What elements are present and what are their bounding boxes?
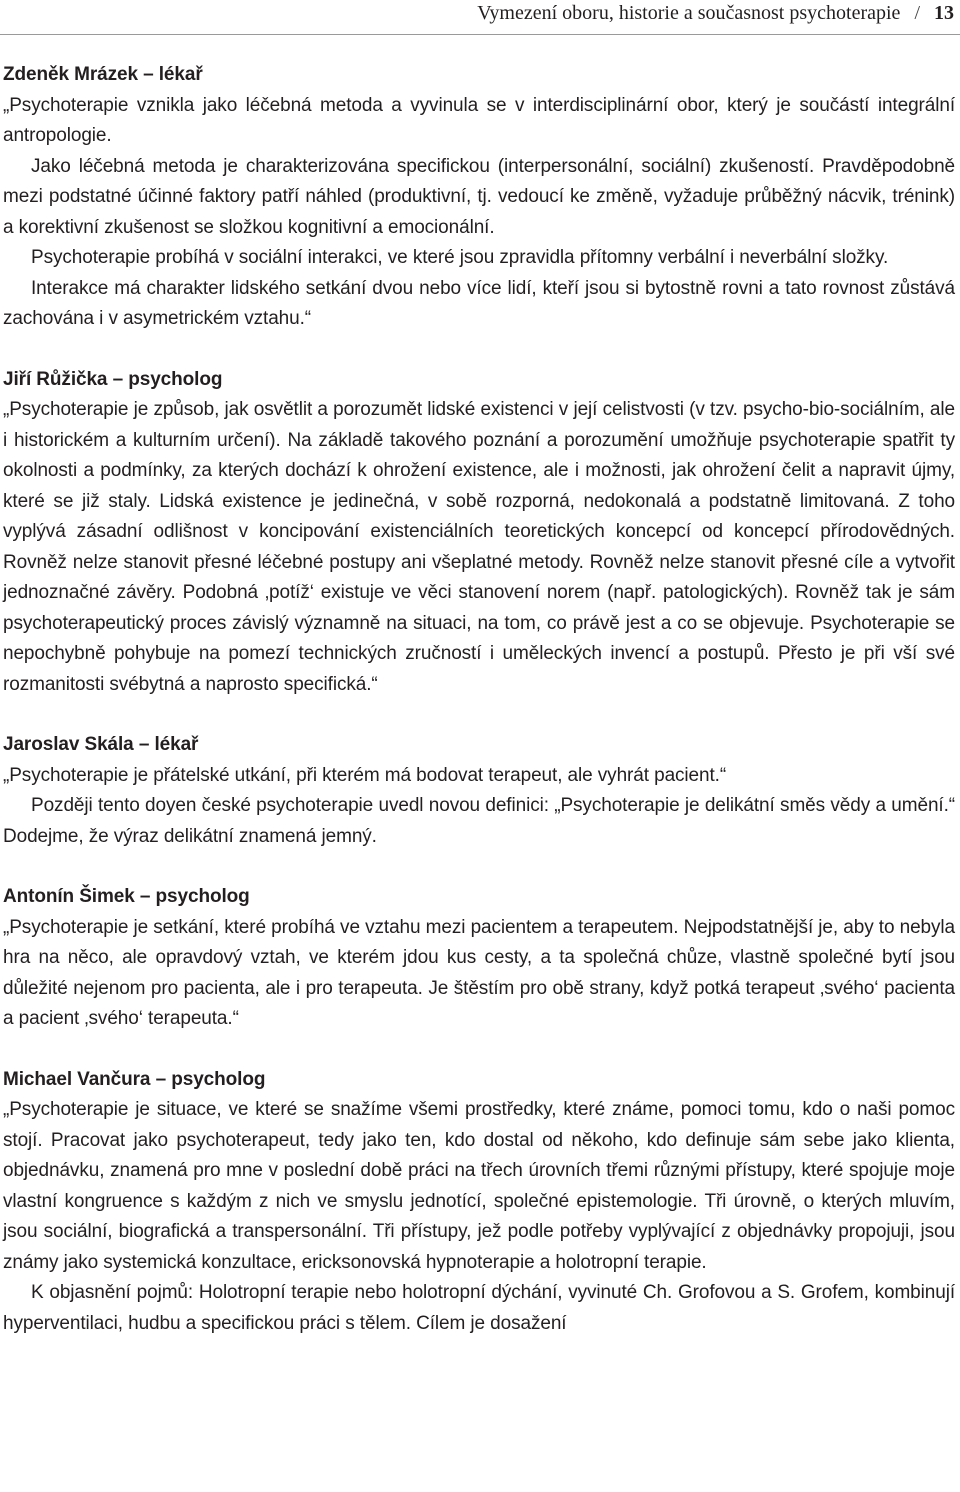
paragraph: „Psychoterapie vznikla jako léčebná metoda a vyvinula se v interdisciplinární obor, který je součástí integrální antropologie. bbox=[3, 94, 955, 146]
page-body bbox=[3, 60, 955, 1369]
header-separator: / bbox=[914, 1, 920, 24]
section-jiri-ruzicka bbox=[3, 365, 955, 701]
paragraph: K objasnění pojmů: Holotropní terapie nebo holotropní dýchání, vyvinuté Ch. Grofovou a S. Grofem, kombinují hyperventilaci, hudbu a specifickou práci s tělem. Cílem je dosažení bbox=[3, 1282, 955, 1334]
section-heading: Michael Vančura – psycholog bbox=[3, 1068, 266, 1090]
running-header bbox=[477, 0, 954, 26]
running-title: Vymezení oboru, historie a současnost psychoterapie bbox=[477, 1, 901, 24]
header-divider bbox=[0, 34, 960, 35]
paragraph: Psychoterapie probíhá v sociální interakci, ve které jsou zpravidla přítomny verbální i neverbální složky. bbox=[31, 247, 889, 268]
page-number: 13 bbox=[934, 1, 954, 24]
paragraph: Interakce má charakter lidského setkání dvou nebo více lidí, kteří jsou si bytostně rovni a tato rovnost zůstává zachována i v asymetrickém vztahu.“ bbox=[3, 277, 955, 329]
paragraph: „Psychoterapie je přátelské utkání, při kterém má bodovat terapeut, ale vyhrát pacient.“ bbox=[3, 764, 727, 786]
paragraph: „Psychoterapie je situace, ve které se snažíme všemi prostředky, které známe, pomoci tomu, kdo o naši pomoc stojí. Pracovat jako psychoterapeut, tedy jako ten, kdo dostal od někoho, kdo definuje sám sebe jako klienta, objednávku, znamená pro mne v poslední době práci na třech úrovních třemi různými přístupy, které spojuje moje vlastní kongruence s každým z nich ve smyslu jednotící, společné epistemologie. Tři úrovně, o kterých mluvím, jsou sociální, biografická a transpersonální. Tři přístupy, jež podle potřeby vyplývající z objednávky propojuji, jsou známy jako systemická konzultace, ericksonovská hypnoterapie a holotropní terapie. bbox=[3, 1099, 955, 1273]
section-michael-vancura bbox=[3, 1065, 955, 1340]
section-heading: Antonín Šimek – psycholog bbox=[3, 886, 250, 907]
section-heading: Zdeněk Mrázek – lékař bbox=[3, 64, 203, 85]
section-zdenek-mrazek bbox=[3, 60, 955, 335]
section-antonin-simek bbox=[3, 882, 955, 1035]
section-jaroslav-skala bbox=[3, 730, 955, 852]
section-heading: Jiří Růžička – psycholog bbox=[3, 368, 223, 390]
section-heading: Jaroslav Skála – lékař bbox=[3, 734, 199, 755]
paragraph: „Psychoterapie je setkání, které probíhá ve vztahu mezi pacientem a terapeutem. Nejpodstatnější je, aby to nebyla hra na něco, ale opravdový vztah, ve kterém jdou kus cesty, a ta společná chůze, vlastně společné bytí jsou důležité nejenom pro pacienta, ale i pro terapeuta. Je štěstím pro obě strany, když potká terapeut ‚svého‘ pacienta a pacient ‚svého‘ terapeuta.“ bbox=[3, 916, 955, 1029]
paragraph: Později tento doyen české psychoterapie uvedl novou definici: „Psychoterapie je delikátní směs vědy a umění.“ Dodejme, že výraz delikátní znamená jemný. bbox=[3, 795, 955, 847]
paragraph: Jako léčebná metoda je charakterizována specifickou (interpersonální, sociální) zkušeností. Pravděpodobně mezi podstatné účinné faktory patří náhled (produktivní, tj. vedoucí ke změně, vyžaduje průběžný nácvik, trénink) a korektivní zkušenost se složkou kognitivní a emocionální. bbox=[3, 155, 955, 238]
paragraph: „Psychoterapie je způsob, jak osvětlit a porozumět lidské existenci v její celistvosti (v tzv. psycho-bio-sociálním, ale i historickém a kulturním určení). Na základě takového poznání a porozumění umožňuje psychoterapie spatřit ty okolnosti a podmínky, za kterých dochází k ohrožení existence, ale i možnosti, jak ohrožení čelit a napravit újmy, které se již staly. Lidská existence je jedinečná, v sobě rozporná, nedokonalá a podstatně limitovaná. Z toho vyplývá zásadní odlišnost v koncipování existenciálních teoretických koncepcí od koncepcí přírodovědných. Rovněž nelze stanovit přesné léčebné postupy ani všeplatné metody. Rovněž nelze stanovit přesné cíle a vytvořit jednoznačné závěry. Podobná ‚potíž‘ existuje ve věci stanovení norem (např. patologických). Rovněž tak je sám psychoterapeutický proces závislý významně na situaci, na tom, co právě jest a co se objevuje. Psychoterapie se nepochybně pohybuje na pomezí technických zručností i uměleckých invencí a postupů. Přesto je při vší své rozmanitosti svébytná a naprosto specifická.“ bbox=[3, 399, 955, 695]
